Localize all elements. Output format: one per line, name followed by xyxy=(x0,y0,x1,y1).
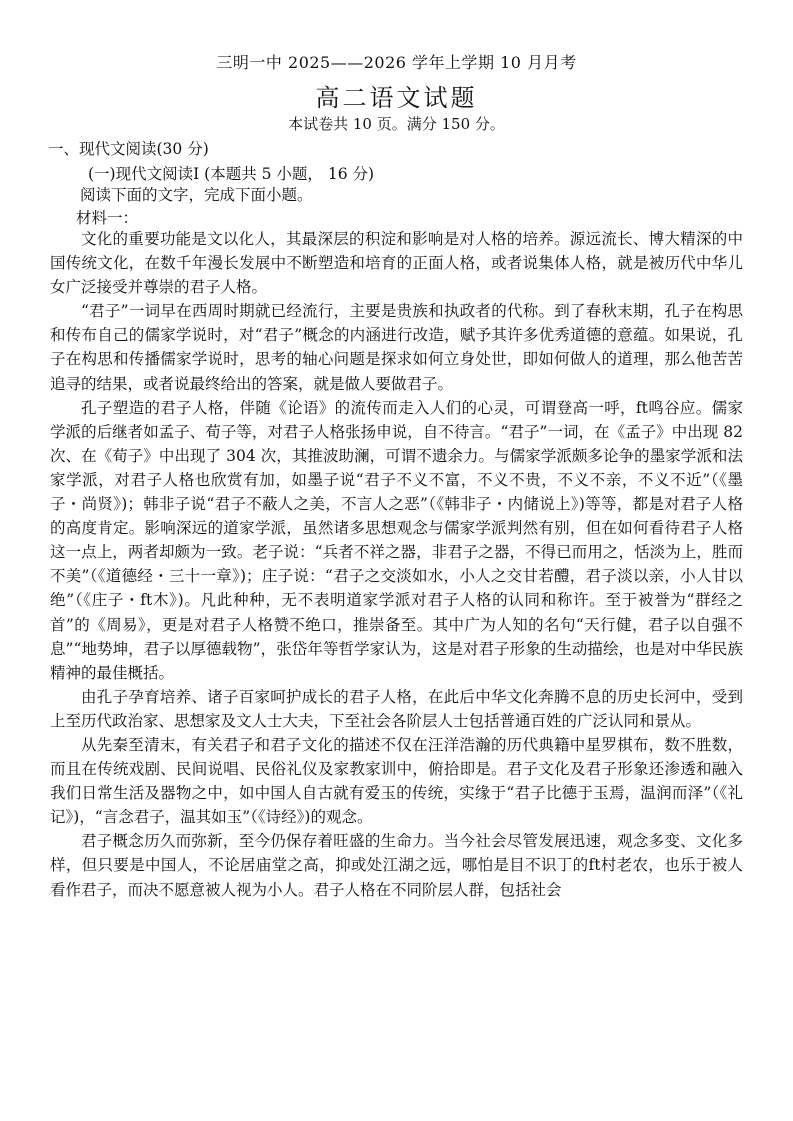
paragraph-1: 文化的重要功能是文以化人，其最深层的积淀和影响是对人格的培养。源远流长、博大精深的中国传统文化，在数千年漫长发展中不断塑造和培育的正面人格，或者说集体人格，就是被历代中华儿女广泛接受并尊崇的君子人格。 xyxy=(50,230,743,297)
material-label: 材料一： xyxy=(76,209,139,227)
exam-header-line: 三明一中 2025——2026 学年上学期 10 月月考 xyxy=(216,53,577,72)
paragraph-2: “君子”一词早在西周时期就已经流行，主要是贵族和执政者的代称。到了春秋末期，孔子在构思和传布自己的儒家学说时，对“君子”概念的内涵进行改造，赋予其许多优秀道德的意蕴。如果说，孔子在构思和传播儒家学说时，思考的轴心问题是探求如何立身处世，即如何做人的道理，那么他苦苦追寻的结果，或者说最终给出的答案，就是做人要做君子。 xyxy=(50,302,743,393)
reading-instruction: 阅读下面的文字，完成下面小题。 xyxy=(80,186,313,204)
section-heading: 一、现代文阅读(30 分) xyxy=(48,140,209,158)
paragraph-5: 从先秦至清末，有关君子和君子文化的描述不仅在汪洋浩瀚的历代典籍中星罗棋布，数不胜数，而且在传统戏剧、民间说唱、民俗礼仪及家教家训中，俯拾即是。君子文化及君子形象还渗透和融入我们日常生活及器物之中，如中国人自古就有爱玉的传统，实缘于“君子比德于玉焉，温润而泽”（《礼记》)，“言念君子，温其如玉”（《诗经》)的观念。 xyxy=(50,735,743,827)
paragraph-3: 孔子塑造的君子人格，伴随《论语》的流传而走入人们的心灵，可谓登高一呼，ft鸣谷应。儒家学派的后继者如孟子、荀子等，对君子人格张扬申说，自不待言。“君子”一词，在《孟子》中出现 82 次、在《荀子》中出现了 304 次，其推波助澜，可谓不遗余力。与儒家学派颇多论争的墨家学派和法家学派，对君子人格也欣赏有加，如墨子说“君子不义不富，不义不贵，不义不亲，不义不近”（《墨子・尚贤》)；韩非子说“君子不蔽人之美，不言人之恶”（《韩非子・内储说上》)等等，都是对君子人格的高度肯定。影响深远的道家学派，虽然诸多思想观念与儒家学派判然有别，但在如何看待君子人格这一点上，两者却颇为一致。老子说：“兵者不祥之器，非君子之器，不得已而用之，恬淡为上，胜而不美”（《道德经・三十一章》)；庄子说：“君子之交淡如水，小人之交甘若醴，君子淡以亲，小人甘以绝”（《庄子・ft木》)。凡此种种，无不表明道家学派对君子人格的认同和称许。至于被誉为“群经之首”的《周易》，更是对君子人格赞不绝口，推崇备至。其中广为人知的名句“天行健，君子以自强不息”“地势坤，君子以厚德载物”，张岱年等哲学家认为，这是对君子形象的生动描绘，也是对中华民族精神的最佳概括。 xyxy=(50,398,743,682)
paper-title: 高二语文试题 xyxy=(315,84,478,112)
subsection-heading: (一)现代文阅读Ⅰ (本题共 5 小题， 16 分) xyxy=(88,165,375,183)
paragraph-4: 由孔子孕育培养、诸子百家呵护成长的君子人格，在此后中华文化奔腾不息的历史长河中，受到上至历代政治家、思想家及文人士大夫，下至社会各阶层人士包括普通百姓的广泛认同和景从。 xyxy=(50,687,743,730)
material-text xyxy=(50,227,743,902)
paper-info: 本试卷共 10 页。满分 150 分。 xyxy=(288,115,505,133)
paragraph-6: 君子概念历久而弥新，至今仍保存着旺盛的生命力。当今社会尽管发展迅速，观念多变、文化多样，但只要是中国人，不论居庙堂之高，抑或处江湖之远，哪怕是目不识丁的ft村老农，也乐于被人看作君子，而决不愿意被人视为小人。君子人格在不同阶层人群，包括社会 xyxy=(50,832,743,899)
